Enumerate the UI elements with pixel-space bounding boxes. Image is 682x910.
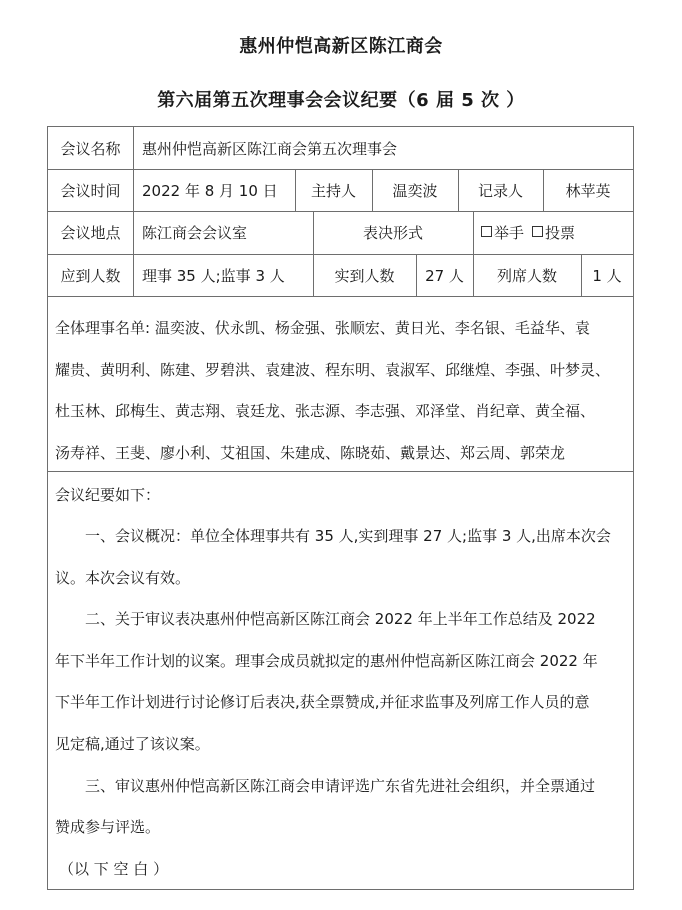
attendee-count-value: 1 人 — [592, 266, 622, 285]
meeting-name-value: 惠州仲恺高新区陈江商会第五次理事会 — [142, 139, 398, 158]
actual-count-value: 27 人 — [425, 266, 464, 285]
document-subtitle: 第六届第五次理事会会议纪要（6 届 5 次 ） — [157, 90, 525, 111]
document-title: 惠州仲恺高新区陈江商会 — [239, 36, 443, 57]
column-divider — [133, 169, 134, 211]
column-divider — [133, 254, 134, 296]
checkbox-icon — [532, 226, 543, 237]
minutes-line: 赞成参与评选。 — [55, 818, 161, 837]
vote-option-ballot[interactable] — [532, 222, 575, 243]
meeting-location-value: 陈江商会会议室 — [142, 224, 248, 242]
member-list — [55, 308, 627, 474]
expected-count-value: 理事 35 人;监事 3 人 — [142, 266, 285, 285]
column-divider — [133, 127, 134, 169]
meeting-time-label: 会议时间 — [60, 181, 121, 200]
member-list-line: 汤寿祥、王斐、廖小利、艾祖国、朱建成、陈晓茹、戴景达、郑云周、郭荣龙 — [55, 443, 566, 462]
meeting-name-label: 会议名称 — [60, 139, 121, 158]
meeting-location-label: 会议地点 — [60, 224, 121, 242]
host-label: 主持人 — [310, 181, 356, 200]
minutes-line: 见定稿,通过了该议案。 — [55, 734, 210, 753]
host-value: 温奕波 — [392, 181, 438, 200]
vote-method-label: 表决形式 — [362, 224, 423, 242]
member-list-line: 全体理事名单: 温奕波、伏永凯、杨金强、张顺宏、黄日光、李名银、毛益华、袁 — [55, 319, 590, 337]
minutes-line: 议。本次会议有效。 — [55, 568, 191, 587]
minutes-line: 年下半年工作计划的议案。理事会成员就拟定的惠州仲恺高新区陈江商会 2022 年 — [55, 651, 598, 670]
minutes-line: 一、会议概况：单位全体理事共有 35 人,实到理事 27 人;监事 3 人,出席本次会 — [85, 527, 611, 545]
attendee-count-label: 列席人数 — [496, 266, 557, 285]
minutes-closing: （以 下 空 白 ） — [59, 859, 169, 878]
vote-option-hands[interactable] — [481, 222, 524, 243]
minutes-line: 下半年工作计划进行讨论修订后表决,获全票赞成,并征求监事及列席工作人员的意 — [55, 693, 590, 712]
member-list-line: 耀贵、黄明利、陈建、罗碧洪、袁建波、程东明、袁淑军、邱继煌、李强、叶梦灵、 — [55, 360, 611, 379]
checkbox-icon — [481, 226, 492, 237]
minutes-intro: 会议纪要如下： — [55, 486, 161, 504]
actual-count-label: 实到人数 — [334, 266, 395, 285]
minutes-line: 三、审议惠州仲恺高新区陈江商会申请评选广东省先进社会组织，并全票通过 — [85, 776, 596, 795]
minutes-body — [55, 474, 627, 890]
vote-option-hands-label: 举手 — [494, 224, 525, 242]
vote-option-ballot-label: 投票 — [545, 224, 576, 242]
row-divider — [48, 296, 633, 297]
column-divider — [473, 211, 474, 254]
recorder-value: 林苹英 — [565, 181, 611, 200]
vote-method-options — [481, 211, 631, 254]
expected-count-label: 应到人数 — [60, 266, 121, 285]
minutes-table — [47, 126, 634, 890]
column-divider — [133, 211, 134, 254]
member-list-line: 杜玉林、邱梅生、黄志翔、袁廷龙、张志源、李志强、邓泽堂、肖纪章、黄全福、 — [55, 402, 596, 421]
recorder-label: 记录人 — [477, 181, 523, 200]
meeting-time-value: 2022 年 8 月 10 日 — [142, 181, 278, 200]
minutes-line: 二、关于审议表决惠州仲恺高新区陈江商会 2022 年上半年工作总结及 2022 — [85, 610, 596, 629]
